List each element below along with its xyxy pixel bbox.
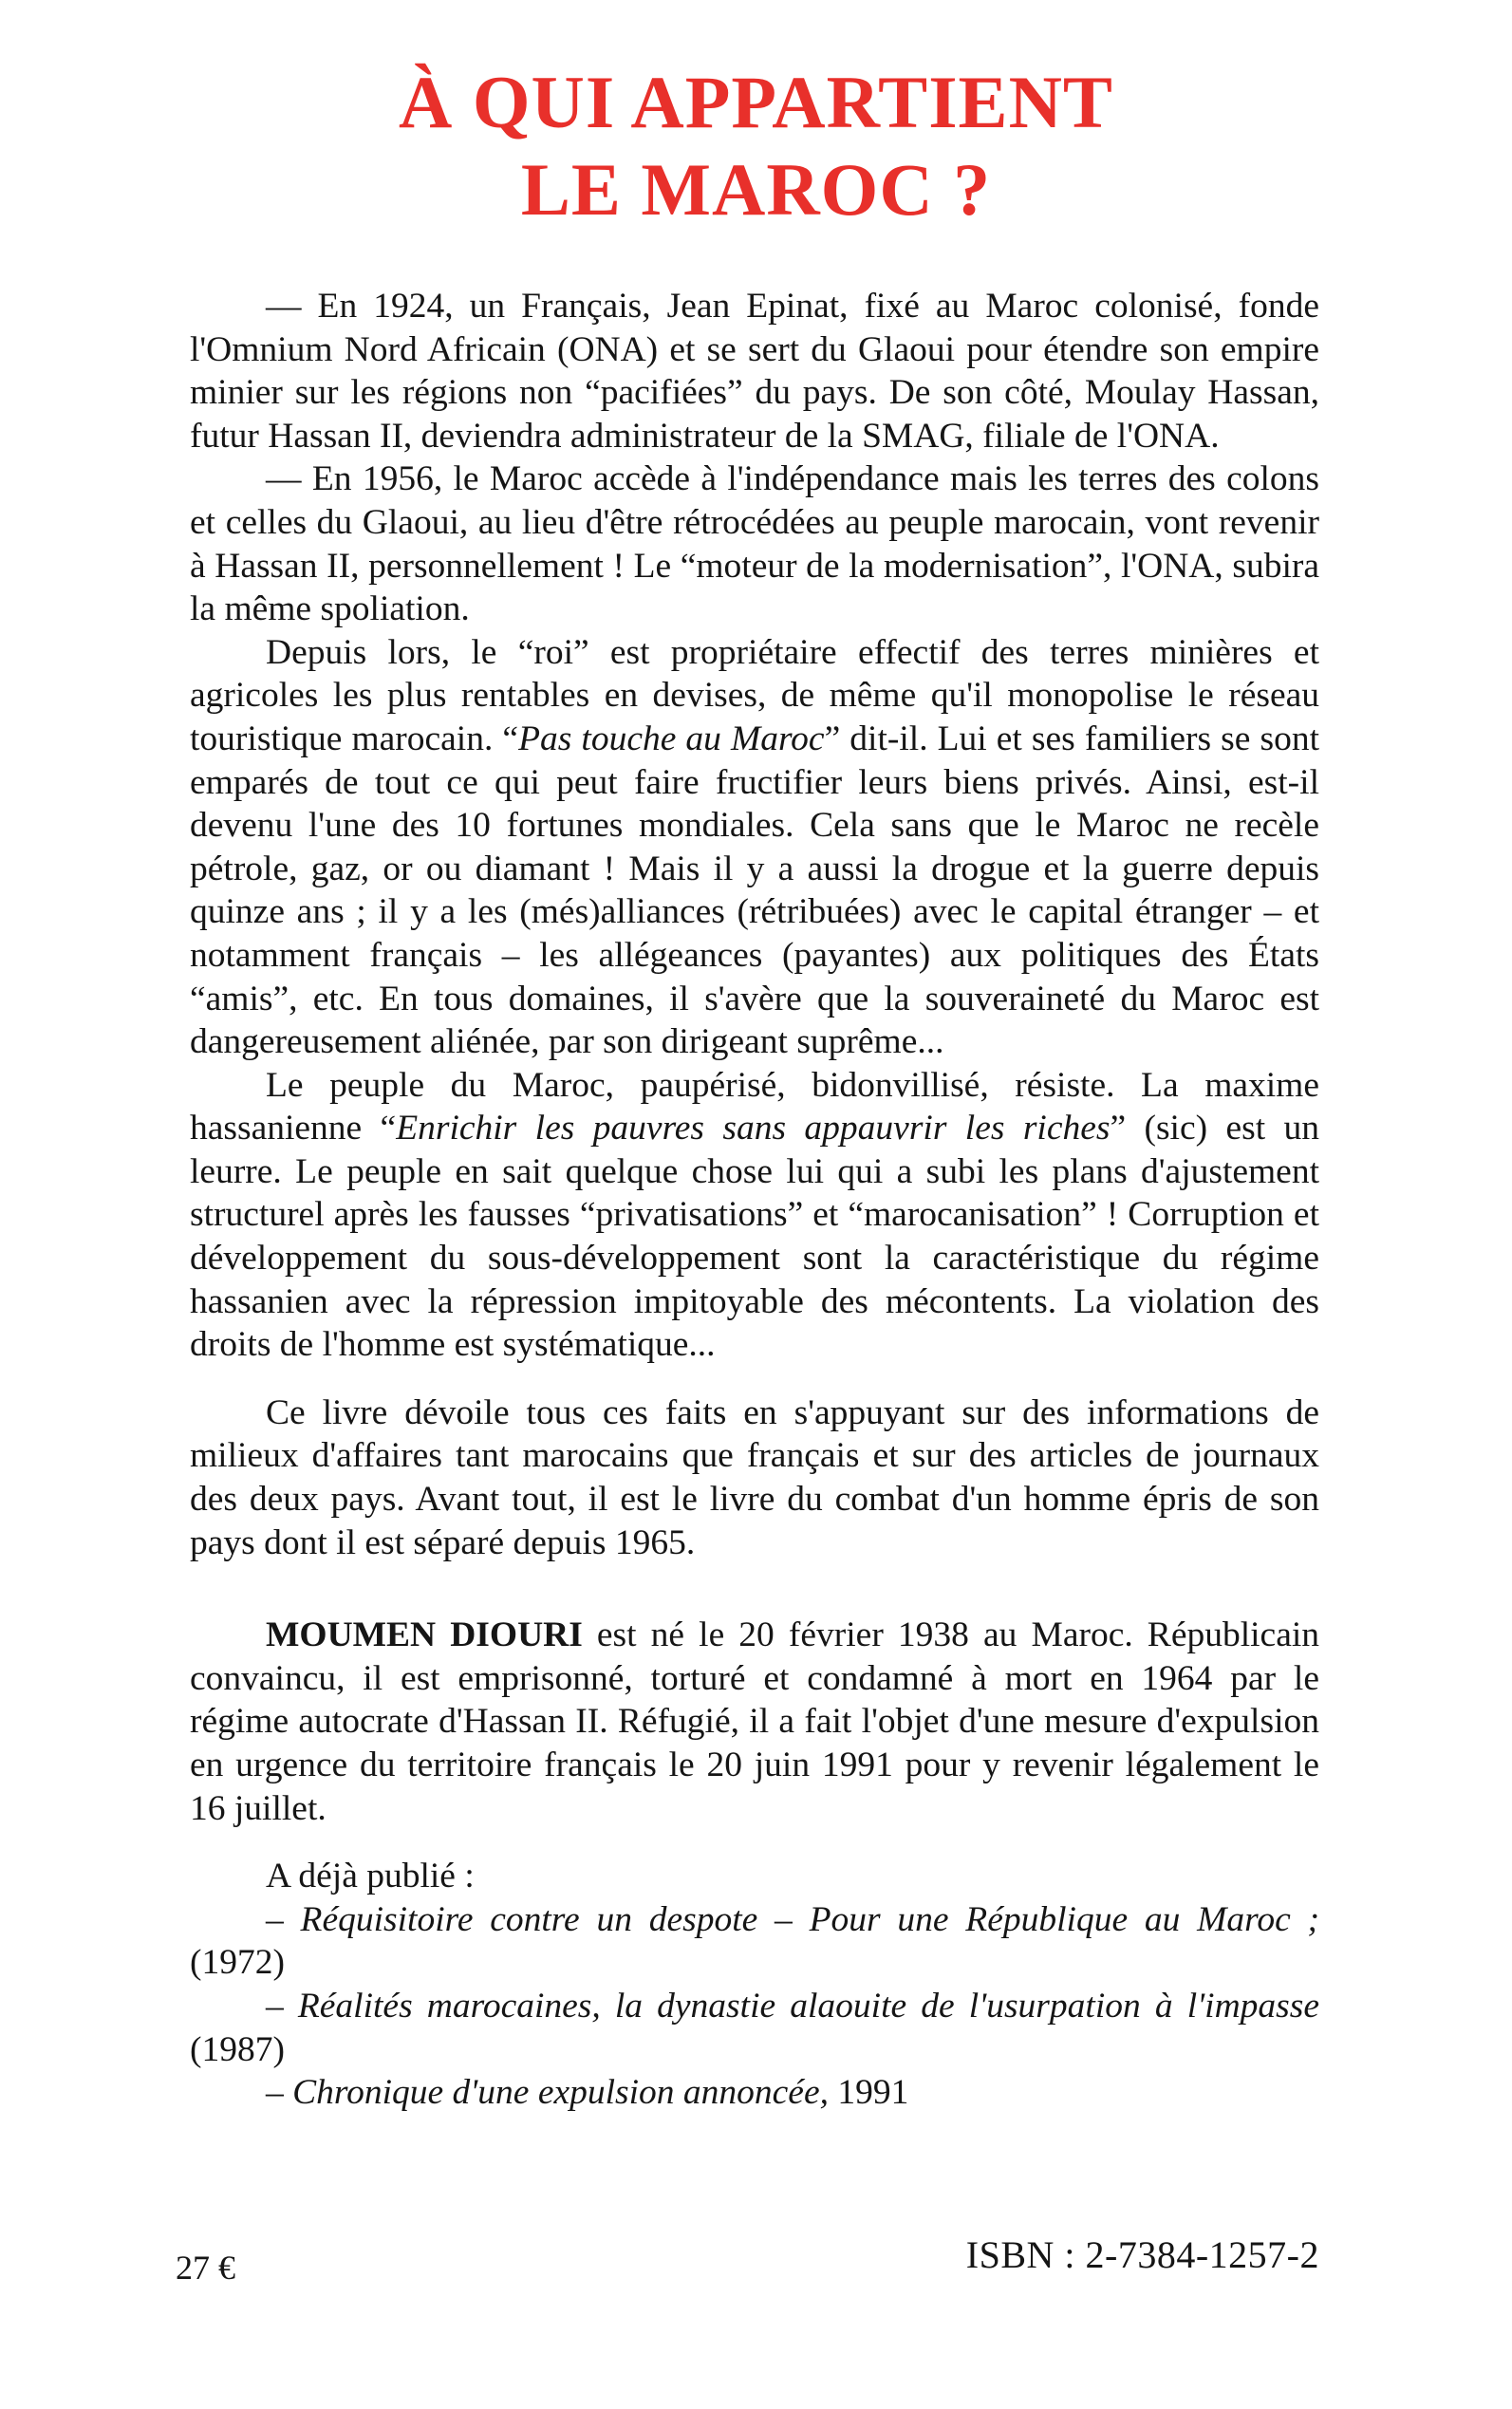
paragraph-depuis-lors — [190, 631, 1319, 1064]
paragraph-author-bio — [190, 1614, 1319, 1830]
bibliography-dash: – — [266, 1899, 301, 1939]
book-title — [0, 59, 1512, 233]
book-title-line-1: À QUI APPARTIENT — [399, 61, 1113, 143]
isbn-label: ISBN : 2-7384-1257-2 — [965, 2233, 1319, 2276]
already-published-label: A déjà publié : — [266, 1857, 475, 1896]
bibliography-title: Réalités marocaines, la dynastie alaouite de l'usurpation à l'impasse — [297, 1986, 1320, 2026]
book-title-line-2: LE MAROC ? — [520, 148, 992, 231]
author-name: MOUMEN DIOURI — [266, 1615, 583, 1655]
paragraph-1924: — En 1924, un Français, Jean Epinat, fixé au Maroc colonisé, fonde l'Omnium Nord Africain (ONA) et se sert du Glaoui pour étendre son empire minier sur les régions non “pacifiées” du pays. De son côté, Moulay Hassan, futur Hassan II, deviendra administrateur de la SMAG, filiale de l'ONA. — [190, 287, 1319, 456]
paragraph-peuple-end: ” (sic) est un leurre. Le peuple en sait quelque chose lui qui a subi les plans d'ajustement structurel après les fausses “privatisations” et “marocanisation” ! Corruption et développement du sous-développement sont la caractéristique du régime hassanien avec la répression impitoyable des mécontents. La violation des droits de l'homme est systématique... — [190, 1109, 1320, 1365]
quote-pas-touche: Pas touche au Maroc — [518, 719, 825, 758]
bibliography-item — [190, 1898, 1319, 1985]
bibliography-year: (1987) — [190, 2029, 285, 2069]
bibliography-title: Chronique d'une expulsion annoncée, — [292, 2073, 829, 2113]
bibliography-dash: – — [266, 1986, 298, 2026]
bibliography-year: (1972) — [190, 1943, 285, 1983]
quote-maxime: Enrichir les pauvres sans appauvrir les riches — [396, 1109, 1111, 1148]
bibliography-year: 1991 — [828, 2073, 909, 2113]
paragraph-peuple — [190, 1064, 1319, 1367]
paragraph-depuis-lors-end: ” dit-il. Lui et ses familiers se sont emparés de tout ce qui peut faire fructifier leurs biens privés. Ainsi, est-il devenu l'une des 10 fortunes mondiales. Cela sans que le Maroc ne recèle pétrole, gaz, or ou diamant ! Mais il y a aussi la drogue et la guerre depuis quinze ans ; il y a les (més)alliances (rétribuées) avec le capital étranger – et notamment français – les allégeances (payantes) aux politiques des États “amis”, etc. En tous domaines, il s'avère que la souveraineté du Maroc est dangereusement aliénée, par son dirigeant suprême... — [190, 719, 1319, 1062]
price-label: 27 € — [176, 2249, 235, 2287]
bibliography-item — [190, 2071, 1319, 2115]
back-cover-text — [190, 285, 1319, 2115]
bibliography-item — [190, 1985, 1319, 2071]
bibliography-title: Réquisitoire contre un despote – Pour une République au Maroc ; — [300, 1899, 1320, 1939]
paragraph-peuple-start: Le peuple du Maroc, paupérisé, bidonvillisé, résiste. La maxime hassanienne “ — [190, 1065, 1319, 1148]
bibliography-list — [190, 1898, 1319, 2115]
paragraph-1956: — En 1956, le Maroc accède à l'indépendance mais les terres des colons et celles du Glaoui, au lieu d'être rétrocédées au peuple marocain, vont revenir à Hassan II, personnellement ! Le “moteur de la modernisation”, l'ONA, subira la même spoliation. — [190, 459, 1319, 629]
bibliography-dash: – — [266, 2073, 293, 2113]
paragraph-ce-livre: Ce livre dévoile tous ces faits en s'appuyant sur des informations de milieux d'affaires tant marocains que français et sur des articles de journaux des deux pays. Avant tout, il est le livre du combat d'un homme épris de son pays dont il est séparé depuis 1965. — [190, 1392, 1319, 1562]
author-bio-text: est né le 20 février 1938 au Maroc. Républicain convaincu, il est emprisonné, torturé et condamné à mort en 1964 par le régime autocrate d'Hassan II. Réfugié, il a fait l'objet d'une mesure d'expulsion en urgence du territoire français le 20 juin 1991 pour y revenir légalement le 16 juillet. — [190, 1615, 1320, 1828]
paragraph-depuis-lors-start: Depuis lors, le “roi” est propriétaire effectif des terres minières et agricoles les plus rentables en devises, de même qu'il monopolise le réseau touristique marocain. “ — [190, 632, 1319, 758]
